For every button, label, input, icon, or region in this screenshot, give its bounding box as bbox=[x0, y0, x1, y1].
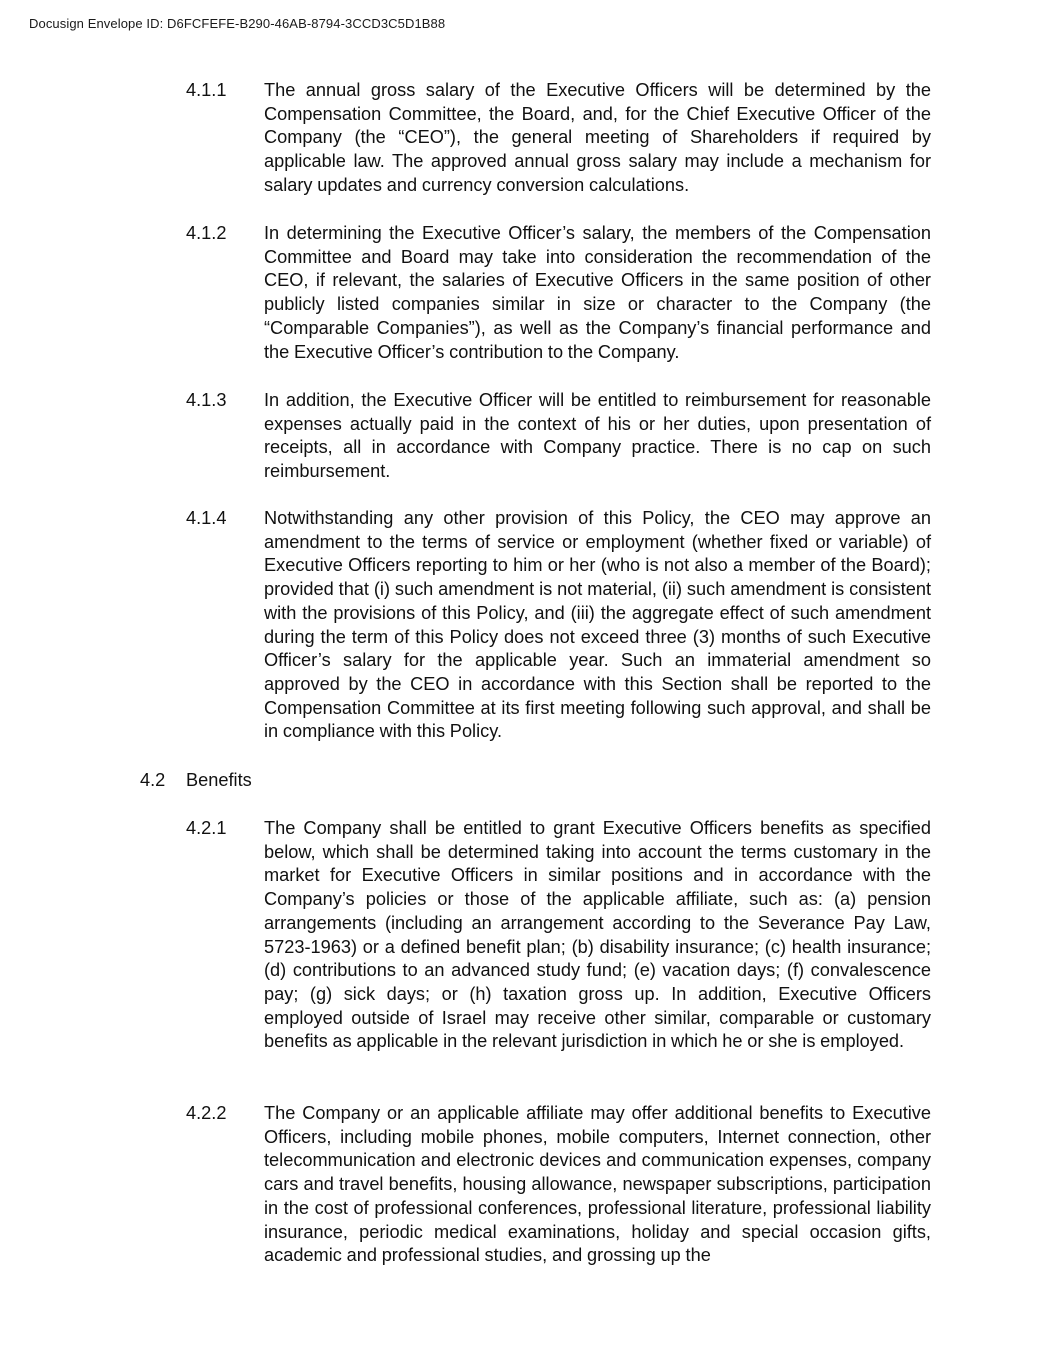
clause-4-2-2 bbox=[186, 1102, 931, 1268]
section-title: Benefits bbox=[186, 770, 252, 790]
clause-text: The Company or an applicable affiliate may offer additional benefits to Executive Officers, including mobile phones, mobile computers, Internet connection, other telecommunication and electronic devices and communication expenses, company cars and travel benefits, housing allowance, newspaper subscriptions, participation in the cost of professional conferences, professional literature, professional liability insurance, periodic medical examinations, holiday and special occasion gifts, academic and professional studies, and grossing up the bbox=[264, 1103, 931, 1266]
clause-text: In determining the Executive Officer’s salary, the members of the Compensation Committee and Board may take into consideration the recommendation of the CEO, if relevant, the salaries of Executive Officers in the same position of other publicly listed companies similar in size or character to the Company (the “Comparable Companies”), as well as the Company’s financial performance and the Executive Officer’s contribution to the Company. bbox=[264, 223, 931, 362]
envelope-id: Docusign Envelope ID: D6FCFEFE-B290-46AB-8794-3CCD3C5D1B88 bbox=[29, 16, 446, 31]
clause-4-1-2 bbox=[186, 222, 931, 364]
clause-number: 4.2.1 bbox=[186, 818, 227, 838]
clause-text: Notwithstanding any other provision of this Policy, the CEO may approve an amendment to the terms of service or employment (whether fixed or variable) of Executive Officers reporting to him or her (who is not also a member of the Board); provided that (i) such amendment is not material, (ii) such amendment is consistent with the provisions of this Policy, and (iii) the aggregate effect of such amendment during the term of this Policy does not exceed three (3) months of such Executive Officer’s salary for the applicable year. Such an immaterial amendment so approved by the CEO in accordance with this Section shall be reported to the Compensation Committee at its first meeting following such approval, and shall be in compliance with this Policy. bbox=[264, 508, 931, 742]
clause-number: 4.1.1 bbox=[186, 80, 227, 100]
section-number: 4.2 bbox=[140, 770, 166, 790]
section-heading-benefits bbox=[140, 769, 252, 793]
clause-text: The annual gross salary of the Executive Officers will be determined by the Compensation Committee, the Board, and, for the Chief Executive Officer of the Company (the “CEO”), the general meeting of Shareholders if required by applicable law. The approved annual gross salary may include a mechanism for salary updates and currency conversion calculations. bbox=[264, 80, 931, 195]
clause-text: In addition, the Executive Officer will be entitled to reimbursement for reasonable expenses actually paid in the context of his or her duties, upon presentation of receipts, all in accordance with Company practice. There is no cap on such reimbursement. bbox=[264, 390, 931, 482]
clause-4-1-1 bbox=[186, 79, 931, 198]
clause-4-1-3 bbox=[186, 389, 931, 484]
clause-text: The Company shall be entitled to grant Executive Officers benefits as specified below, which shall be determined taking into account the terms customary in the market for Executive Officers in similar positions and in accordance with the Company’s policies or those of the applicable affiliate, such as: (a) pension arrangements (including an arrangement according to the Severance Pay Law, 5723-1963) or a defined benefit plan; (b) disability insurance; (c) health insurance; (d) contributions to an advanced study fund; (e) vacation days; (f) convalescence pay; (g) sick days; or (h) taxation gross up. In addition, Executive Officers employed outside of Israel may receive other similar, comparable or customary benefits as applicable in the relevant jurisdiction in which he or she is employed. bbox=[264, 818, 931, 1052]
clause-number: 4.1.3 bbox=[186, 390, 227, 410]
clause-4-2-1 bbox=[186, 817, 931, 1054]
clause-number: 4.2.2 bbox=[186, 1103, 227, 1123]
clause-number: 4.1.4 bbox=[186, 508, 227, 528]
clause-number: 4.1.2 bbox=[186, 223, 227, 243]
clause-4-1-4 bbox=[186, 507, 931, 744]
